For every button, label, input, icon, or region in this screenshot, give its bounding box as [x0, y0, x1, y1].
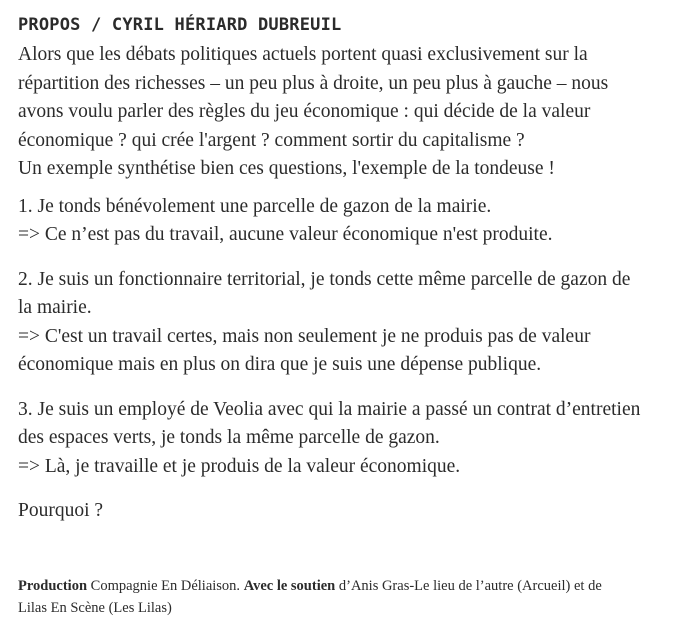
example-line: la mairie. — [18, 297, 92, 318]
section-heading: PROPOS / CYRIL HÉRIARD DUBREUIL — [18, 15, 342, 35]
credits-line-2: Lilas En Scène (Les Lilas) — [18, 600, 172, 616]
example-line: des espaces verts, je tonds la même parcelle de gazon. — [18, 427, 440, 448]
example-line: => C'est un travail certes, mais non seulement je ne produis pas de valeur — [18, 325, 591, 347]
intro-paragraph — [18, 41, 672, 184]
production-label: Production — [18, 578, 88, 594]
credits-block — [18, 575, 678, 619]
support-text: d’Anis Gras-Le lieu de l’autre (Arcueil) et de — [335, 578, 602, 594]
example-line: économique mais en plus on dira que je suis une dépense publique. — [18, 354, 542, 375]
production-text: Compagnie En Déliaison. — [87, 578, 244, 594]
example-line: => Ce n’est pas du travail, aucune valeur économique n'est produite. — [18, 224, 553, 245]
support-label: Avec le soutien — [243, 578, 336, 594]
example-item-1 — [18, 193, 672, 250]
example-item-2 — [18, 266, 672, 380]
example-line: 2. Je suis un fonctionnaire territorial, je tonds cette même parcelle de gazon de — [18, 268, 631, 290]
example-line: => Là, je travaille et je produis de la valeur économique. — [18, 455, 461, 477]
example-line: 1. Je tonds bénévolement une parcelle de gazon de la mairie. — [18, 195, 492, 217]
intro-line: économique ? qui crée l'argent ? comment sortir du capitalisme ? — [18, 129, 525, 151]
intro-line: Alors que les débats politiques actuels portent quasi exclusivement sur la — [18, 44, 588, 65]
credits-line-1 — [18, 575, 678, 597]
intro-line: avons voulu parler des règles du jeu économique : qui décide de la valeur — [18, 101, 591, 122]
example-item-3 — [18, 396, 672, 482]
intro-line: répartition des richesses – un peu plus à droite, un peu plus à gauche – nous — [18, 72, 609, 94]
intro-line: Un exemple synthétise bien ces questions, l'exemple de la tondeuse ! — [18, 158, 555, 179]
example-line: 3. Je suis un employé de Veolia avec qui la mairie a passé un contrat d’entretien — [18, 398, 641, 420]
closing-question: Pourquoi ? — [18, 500, 104, 521]
